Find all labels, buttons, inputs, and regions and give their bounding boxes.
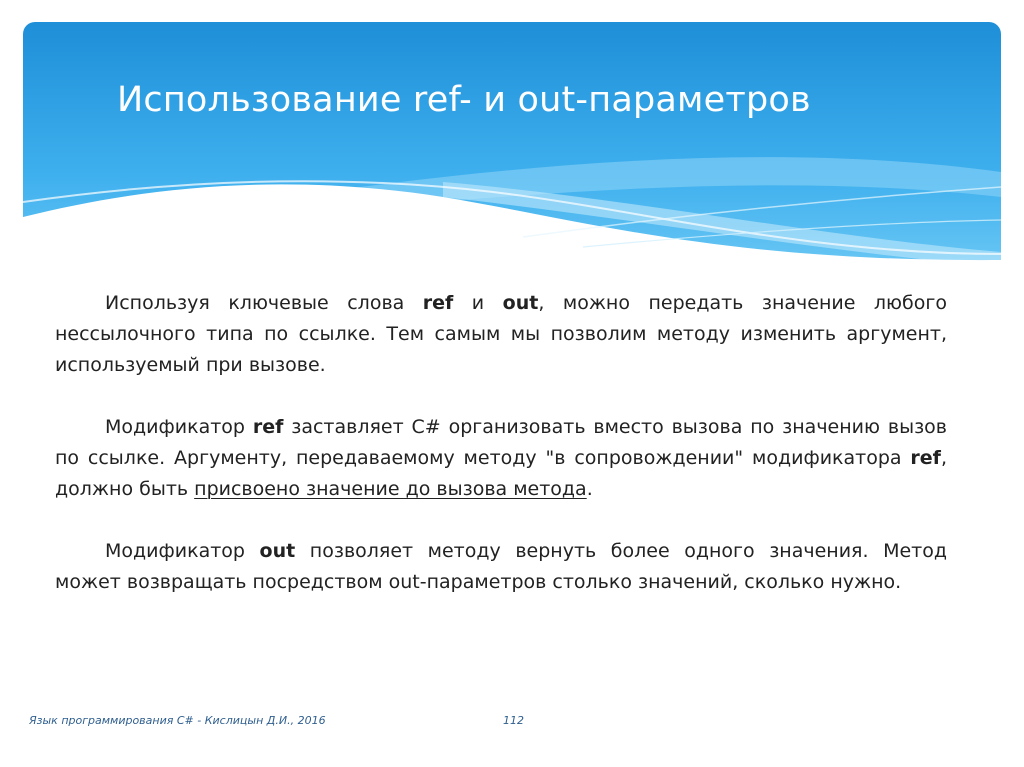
slide-body xyxy=(55,288,947,629)
text-run: Модификатор xyxy=(105,540,260,562)
text-run: . xyxy=(586,478,593,500)
text-run: , должно быть xyxy=(55,447,947,500)
slide-title: Использование ref- и out-параметров xyxy=(117,80,811,120)
keyword-ref: ref xyxy=(252,416,284,438)
paragraph-1 xyxy=(55,288,947,381)
text-run: Модификатор xyxy=(105,416,253,438)
paragraph-2 xyxy=(55,412,947,505)
wave-decoration xyxy=(23,22,1001,280)
text-run: позволяет методу вернуть более одного значения. Метод может возвращать посредством out-параметров столько значений, сколько нужно. xyxy=(55,540,947,593)
keyword-ref: ref xyxy=(422,292,454,314)
page-number: 112 xyxy=(503,714,524,727)
underlined-phrase: присвоено значение до вызова метода xyxy=(194,478,587,500)
header-banner xyxy=(23,22,1001,280)
footer-text: Язык программирования C# - Кислицын Д.И., 2016 xyxy=(29,714,326,727)
keyword-ref: ref xyxy=(910,447,941,469)
text-run: Используя ключевые слова xyxy=(105,292,423,314)
text-run: , можно передать значение любого нессылочного типа по ссылке. Тем самым мы позволим методу изменить аргумент, используемый при вызове. xyxy=(55,292,947,376)
text-run: и xyxy=(453,292,503,314)
keyword-out: out xyxy=(259,540,296,562)
keyword-out: out xyxy=(502,292,539,314)
paragraph-3 xyxy=(55,536,947,598)
text-run: заставляет C# организовать вместо вызова по значению вызов по ссылке. Аргументу, передаваемому методу "в сопровождении" модификатора xyxy=(55,416,947,469)
